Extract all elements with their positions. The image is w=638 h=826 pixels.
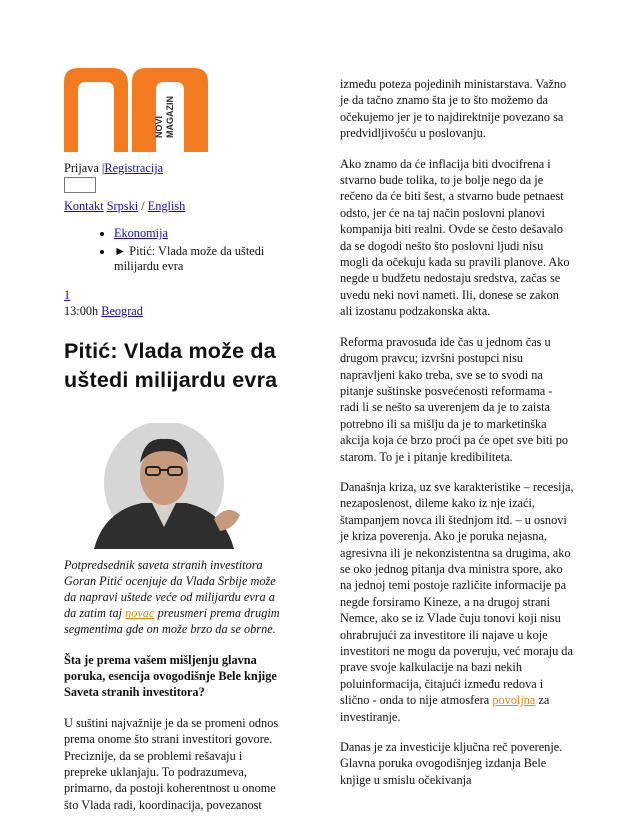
paragraph-4-text-2: za investiranje. <box>340 693 550 724</box>
publish-time: 13:00h <box>64 303 99 318</box>
povoljna-link[interactable]: povoljna <box>492 693 536 708</box>
breadcrumb-item-current: • ► Pitić: Vlada može da uštedi milijardu evra <box>114 244 280 275</box>
portrait-image <box>64 423 264 549</box>
left-column <box>64 68 280 813</box>
right-column <box>340 76 574 802</box>
article-paragraph-1: između poteza pojedinih ministarstava. Važno je da tačno znamo šta je to što možemo da očekujemo jer je to najdirektnije povezano sa predvidljivošću u poslovanju. <box>340 77 567 141</box>
breadcrumb <box>64 226 280 275</box>
paragraph-4-text-1: Današnja kriza, uz sve karakteristike – recesija, nezaposlenost, dileme kako iz nje izaći, štampanjem novca ili štednjom itd. – u osnovi je kriza poverenja. Ako je poruka nejasna, agresivna ili je nekonzistentna sa drugima, ako se oko jednog pitanja dva ministra spore, ako na jednoj temi postoje različite informacije pa negde forsiramo Kineze, a na drugoj strani Nemce, ako se iz Vlade čuju tonovi koji nisu ohrabrujući za investitore ili najave u koje investitori ne mogu da poveruju, već moraju da prave svoje kalkulacije na bazi nekih poluinformacija, čitajući između redova i slično - onda to nije atmosfera <box>340 479 574 708</box>
comment-count-link[interactable]: 1 <box>64 287 71 302</box>
article-paragraph-2: Ako znamo da će inflacija biti dvocifrena i stvarno bude tolika, to je bolje nego da je rečeno da će biti šest, a stvarno bude petnaest odsto, jer će na taj način poslovni planovi kompanija biti realni. Ovde se često dešavalo da se dogodi nešto što poslovni ljudi nisu mogli da očekuju kada su pravili planove. Ako negde u budžetu nedostaju sredstva, začas se uvedu neki novi nameti. Ili, donese se zakon ali izostanu podzakonska akta. <box>340 156 570 319</box>
srpski-link[interactable]: Srpski <box>106 199 139 213</box>
article-title: Pitić: Vlada može da uštedi milijardu evra <box>64 338 278 392</box>
logo-text-line2: MAGAZIN <box>165 96 175 138</box>
caption-text-2: preusmeri prema drugim segmentima gde on može brzo da se obrne. <box>64 606 280 637</box>
login-links <box>64 160 280 176</box>
logo-text-line1: NOVI <box>154 115 164 138</box>
logo-graphic <box>64 68 208 152</box>
breadcrumb-link-ekonomija[interactable]: Ekonomija <box>114 226 168 240</box>
english-link[interactable]: English <box>147 199 186 213</box>
interview-question: Šta je prema vašem mišljenju glavna poruka, esencija ovogodišnje Bele knjige Saveta stranih investitora? <box>64 652 277 700</box>
caption-text-1: Potpredsednik saveta stranih investitora Goran Pitić ocenjuje da Vlada Srbije može da napravi uštede veće od milijardu evra a da zatim taj <box>64 557 276 621</box>
language-links <box>64 199 280 214</box>
caption-novac-link[interactable]: novac <box>125 606 155 621</box>
photo-caption <box>64 557 280 638</box>
novi-magazin-logo[interactable] <box>64 68 208 152</box>
article-body-left: U suštini najvažnije je da se promeni odnos prema onome što strani investitori govore. Preciznije, da se problemi rešavaju i prepreke uklanjaju. To podrazumeva, primarno, da postoji koherentnost u onome što Vlada radi, koordinacija, povezanost <box>64 715 279 812</box>
registracija-link[interactable]: Registracija <box>104 161 164 175</box>
kontakt-link[interactable]: Kontakt <box>64 199 104 213</box>
breadcrumb-item-ekonomija <box>114 226 280 242</box>
article-photo <box>64 423 264 549</box>
city-link[interactable]: Beograd <box>101 303 143 318</box>
prijava-text: Prijava <box>64 161 99 175</box>
article-meta <box>64 287 280 319</box>
login-separator: | <box>101 161 105 175</box>
search-input[interactable] <box>64 177 96 193</box>
article-paragraph-5: Danas je za investicije ključna reč poverenje. Glavna poruka ovogodišnjeg izdanja Bele knjige u smislu očekivanja <box>340 740 563 787</box>
article-paragraph-3: Reforma pravosuđa ide čas u jednom čas u drugom pravcu; izvršni postupci nisu napravljeni kako treba, sve se to svodi na pitanje suštinske posvećenosti reformama - radi li se nešto sa uverenjem da je to zaista potrebno ili sa mišlju da je to marketinška akcija koja će brzo proći pa će opet sve biti po starom. To je i pitanje kredibiliteta. <box>340 334 569 464</box>
lang-separator: / <box>141 199 145 213</box>
article-paragraph-4 <box>340 479 574 725</box>
